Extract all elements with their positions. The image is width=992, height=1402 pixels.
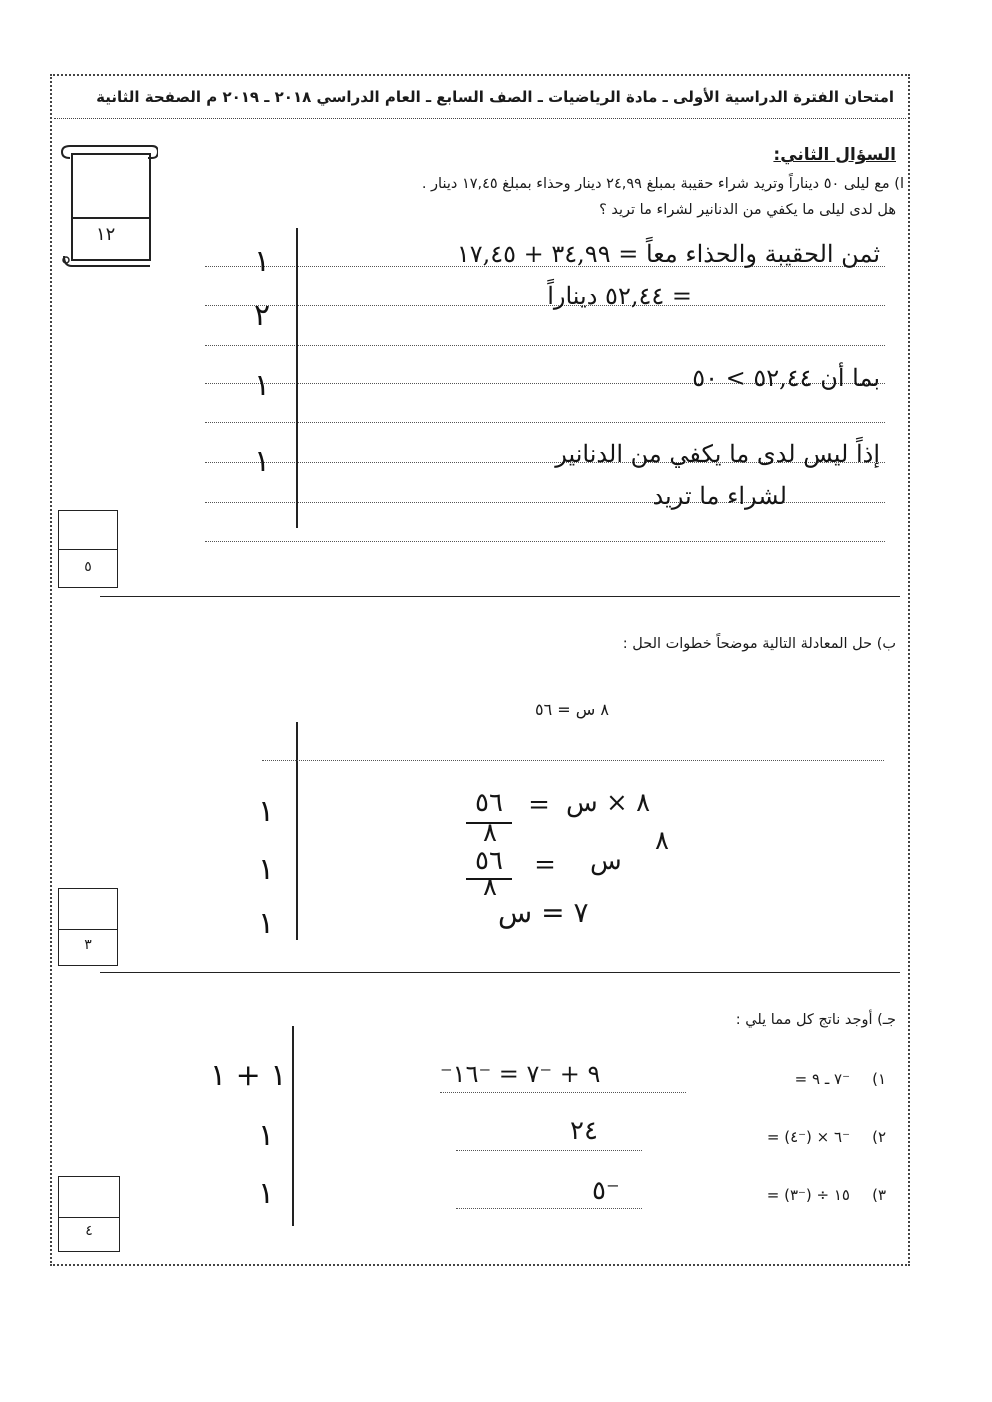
- answer-line: [456, 1208, 642, 1209]
- answer-line: [205, 541, 885, 542]
- handwritten-answer: ثمن الحقيبة والحذاء معاً = ٣٤,٩٩ + ١٧,٤٥: [456, 240, 880, 268]
- mark-value: ١: [254, 368, 271, 403]
- part-c-prompt: جـ) أوجد ناتج كل مما يلي :: [735, 1012, 896, 1028]
- section-separator: [100, 596, 900, 597]
- item-expression: ١٥ ÷ (⁻٣) =: [766, 1186, 850, 1204]
- mark-value: ١ + ١: [210, 1058, 287, 1093]
- total-score-scroll: [60, 140, 158, 268]
- mark-value: ١: [258, 1176, 275, 1211]
- score-box-part-a: [58, 510, 118, 588]
- score-box-value: ٤: [85, 1223, 93, 1239]
- marks-divider: [296, 722, 298, 940]
- equals-sign: =: [534, 850, 556, 880]
- handwritten-answer: لشراء ما تريد: [652, 482, 787, 510]
- mark-value: ١: [258, 794, 275, 829]
- handwritten-step: س: [590, 846, 622, 876]
- mark-value: ١: [258, 906, 275, 941]
- handwritten-answer: ⁻٥: [592, 1176, 620, 1206]
- total-score-value: ١٢: [96, 224, 116, 245]
- item-number: ٢): [872, 1128, 886, 1146]
- fraction-denominator: ٨: [655, 826, 669, 856]
- fraction-numerator: ٥٦: [475, 846, 503, 876]
- fraction-denominator: ٨: [483, 818, 497, 848]
- answer-line: [440, 1092, 686, 1093]
- mark-value: ١: [258, 852, 275, 887]
- mark-value: ١: [254, 444, 271, 479]
- equals-sign: =: [528, 790, 550, 820]
- handwritten-step: ٨ × س: [566, 788, 651, 818]
- mark-value: ٢: [254, 298, 271, 333]
- part-a-text-line1: ا) مع ليلى ٥٠ ديناراً وتريد شراء حقيبة بمبلغ ٢٤,٩٩ دينار وحذاء بمبلغ ١٧,٤٥ دينار .: [421, 176, 904, 192]
- part-b-prompt: ب) حل المعادلة التالية موضحاً خطوات الحل :: [622, 636, 896, 652]
- equation: ٨ س = ٥٦: [535, 700, 609, 719]
- item-expression: ⁻٦ × (⁻٤) =: [766, 1128, 850, 1146]
- handwritten-answer: ٢٤: [570, 1116, 598, 1146]
- score-box-value: ٣: [84, 937, 92, 953]
- question-title: السؤال الثاني:: [773, 145, 896, 165]
- handwritten-answer: بما أن ٥٢,٤٤ > ٥٠: [692, 364, 880, 392]
- answer-line: [205, 345, 885, 346]
- marks-divider: [296, 228, 298, 528]
- score-box-value: ٥: [84, 559, 92, 575]
- handwritten-answer: ⁻٩ + ⁻٧ = ⁻١٦: [440, 1060, 601, 1088]
- part-a-text-line2: هل لدى ليلى ما يكفي من الدنانير لشراء ما تريد ؟: [599, 202, 896, 218]
- mark-value: ١: [254, 244, 271, 279]
- exam-header: [54, 80, 906, 119]
- handwritten-step: ٧ = س: [498, 896, 589, 929]
- answer-line: [205, 305, 885, 306]
- answer-line: [262, 760, 884, 761]
- fraction-numerator: ٥٦: [475, 788, 503, 818]
- fraction-denominator: ٨: [483, 872, 497, 902]
- marks-divider: [292, 1026, 294, 1226]
- score-box-part-c: [58, 1176, 120, 1252]
- handwritten-answer: = ٥٢,٤٤ ديناراً: [547, 282, 692, 310]
- score-box-part-b: [58, 888, 118, 966]
- handwritten-answer: إذاً ليس لدى ما يكفي من الدنانير: [555, 440, 880, 468]
- item-number: ٣): [872, 1186, 886, 1204]
- item-number: ١): [872, 1070, 886, 1088]
- item-expression: ⁻٧ ـ ٩ =: [794, 1070, 850, 1088]
- mark-value: ١: [258, 1118, 275, 1153]
- header-text: امتحان الفترة الدراسية الأولى ـ مادة الرياضيات ـ الصف السابع ـ العام الدراسي ٢٠١٨ ـ ٢٠١٩ م الصفحة الثانية: [96, 88, 894, 106]
- answer-line: [456, 1150, 642, 1151]
- section-separator: [100, 972, 900, 973]
- answer-line: [205, 422, 885, 423]
